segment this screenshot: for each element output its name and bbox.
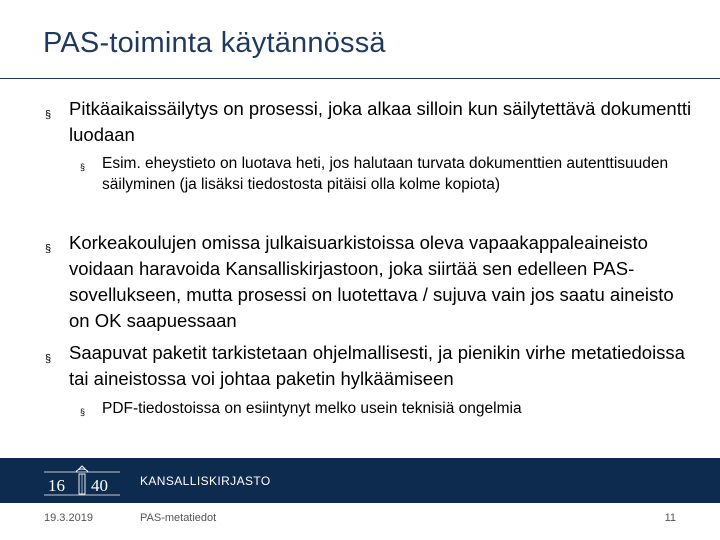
bullet-text: Esim. eheystieto on luotava heti, jos halutaan turvata dokumenttien autenttisuuden säilyminen (ja lisäksi tiedostosta pitäisi olla kolme kopiota) — [102, 155, 669, 193]
footer-date: 19.3.2019 — [44, 512, 93, 524]
bullet-item-3 — [45, 340, 695, 392]
bullet-marker: § — [45, 109, 52, 121]
footer-subject: PAS-metatiedot — [140, 512, 217, 524]
bullet-marker: § — [45, 353, 52, 365]
title-divider — [0, 78, 720, 79]
bullet-text: Korkeakoulujen omissa julkaisuarkistoissa oleva vapaakappaleaineisto voidaan haravoida Kansalliskirjastoon, joka siirtää sen edelleen PAS-sovellukseen, mutta prosessi on luotettava / sujuva vain jos saatu aineisto on OK saapuessaan — [69, 232, 674, 331]
bullet-text: Saapuvat paketit tarkistetaan ohjelmallisesti, ja pienikin virhe metatiedoissa tai aineistossa voi johtaa paketin hylkäämiseen — [69, 342, 685, 389]
bullet-item-2 — [45, 230, 695, 334]
sub-bullet-item-1 — [80, 153, 680, 195]
kansalliskirjasto-logo-icon — [44, 464, 120, 498]
bullet-item-1 — [45, 96, 695, 148]
bullet-text: Pitkäaikaissäilytys on prosessi, joka alkaa silloin kun säilytettävä dokumentti luodaan — [69, 98, 692, 145]
bullet-marker: § — [80, 162, 86, 172]
page-number: 11 — [664, 512, 676, 524]
logo-year-right: 40 — [91, 476, 108, 495]
sub-bullet-item-2 — [80, 398, 680, 419]
logo-year-left: 16 — [48, 476, 65, 495]
slide-title: PAS-toiminta käytännössä — [43, 27, 386, 59]
bullet-marker: § — [80, 407, 86, 417]
bullet-marker: § — [45, 243, 52, 255]
brand-name: KANSALLISKIRJASTO — [140, 474, 271, 488]
bullet-text: PDF-tiedostoissa on esiintynyt melko usein teknisiä ongelmia — [102, 400, 522, 417]
